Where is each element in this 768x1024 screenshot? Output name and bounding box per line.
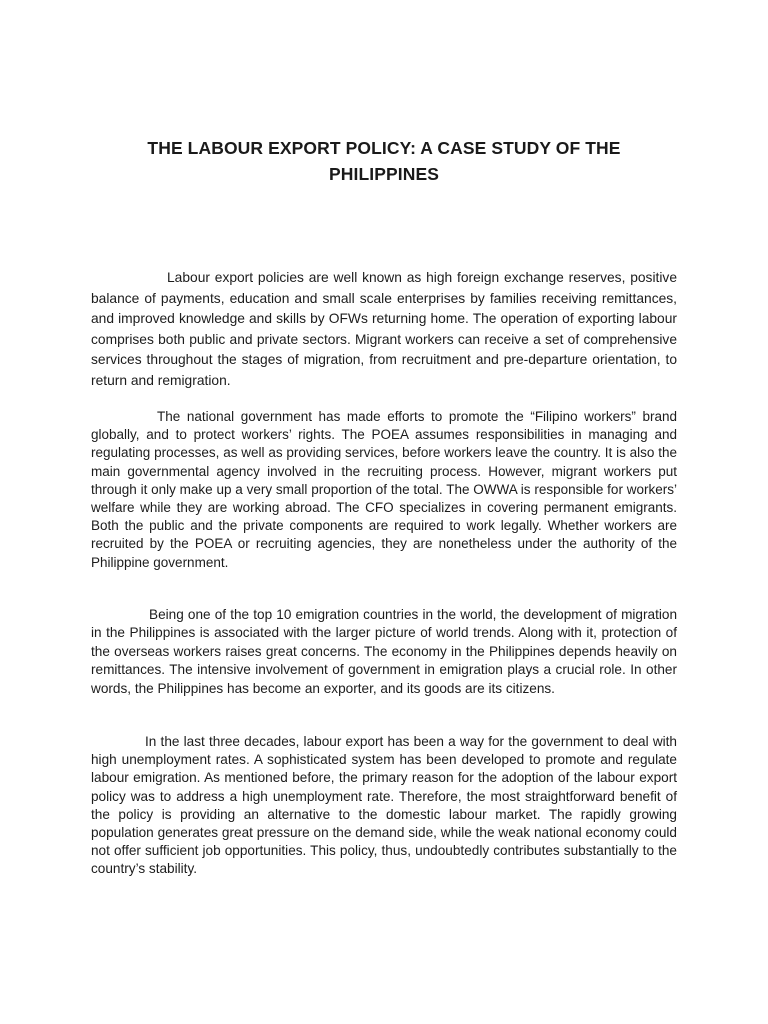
paragraph-3: Being one of the top 10 emigration countries in the world, the development of migration in the Philippines is associated with the larger picture of world trends. Along with it, protection of the overseas workers raises great concerns. The economy in the Philippines depends heavily on remittances. The intensive involvement of government in emigration plays a crucial role. In other words, the Philippines has become an exporter, and its goods are its citizens. bbox=[91, 607, 677, 696]
paragraph-2: The national government has made efforts to promote the “Filipino workers” brand globally, and to protect workers’ rights. The POEA assumes responsibilities in managing and regulating processes, as well as providing services, before workers leave the country. It is also the main governmental agency involved in the recruiting process. However, migrant workers put through it only make up a very small proportion of the total. The OWWA is responsible for workers’ welfare while they are working abroad. The CFO specializes in covering permanent emigrants. Both the public and the private components are required to work legally. Whether workers are recruited by the POEA or recruiting agencies, they are nonetheless under the authority of the Philippine government. bbox=[91, 409, 677, 570]
document-title: THE LABOUR EXPORT POLICY: A CASE STUDY OF THE PHILIPPINES bbox=[147, 138, 621, 184]
paragraph-4: In the last three decades, labour export has been a way for the government to deal with high unemployment rates. A sophisticated system has been developed to promote and regulate labour emigration. As mentioned before, the primary reason for the adoption of the labour export policy was to address a high unemployment rate. Therefore, the most straightforward benefit of the policy is providing an alternative to the domestic labour market. The rapidly growing population generates great pressure on the demand side, while the weak national economy could not offer sufficient job opportunities. This policy, thus, undoubtedly contributes substantially to the country’s stability. bbox=[91, 734, 677, 877]
paragraph-1: Labour export policies are well known as high foreign exchange reserves, positive balance of payments, education and small scale enterprises by families receiving remittances, and improved knowledge and skills by OFWs returning home. The operation of exporting labour comprises both public and private sectors. Migrant workers can receive a set of comprehensive services throughout the stages of migration, from recruitment and pre-departure orientation, to return and remigration. bbox=[91, 270, 677, 388]
